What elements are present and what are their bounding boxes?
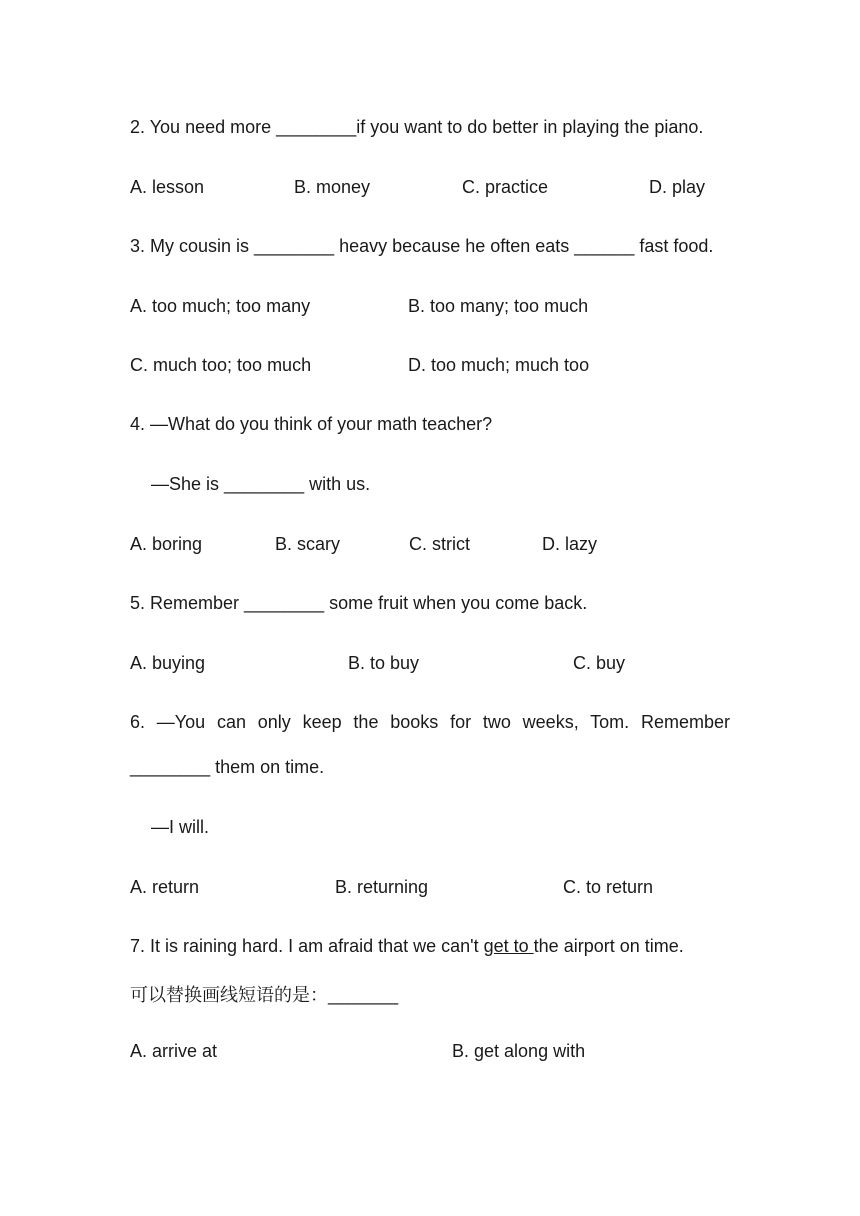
q2-option-a: A. lesson xyxy=(130,177,205,197)
q5-option-b: B. to buy xyxy=(348,653,420,673)
q4-stem: 4. —What do you think of your math teacher? xyxy=(130,414,493,434)
q3-option-d: D. too much; much too xyxy=(408,355,590,375)
q7-option-a: A. arrive at xyxy=(130,1041,218,1061)
q7-stem-before: 7. It is raining hard. I am afraid that we can't xyxy=(130,936,484,956)
q6-stem-line1: 6. —You can only keep the books for two weeks, Tom. Remember xyxy=(130,712,730,732)
q5-option-c: C. buy xyxy=(573,653,626,673)
q6-stem-line2: ________ them on time. xyxy=(130,757,325,777)
q3-option-c: C. much too; too much xyxy=(130,355,312,375)
q7-stem-after: the airport on time. xyxy=(533,936,684,956)
q4-reply: —She is ________ with us. xyxy=(151,474,371,494)
q5-stem: 5. Remember ________ some fruit when you come back. xyxy=(130,593,588,613)
q4-option-b: B. scary xyxy=(275,534,341,554)
q2-option-b: B. money xyxy=(294,177,371,197)
q7-option-b: B. get along with xyxy=(452,1041,586,1061)
q2-stem: 2. You need more ________if you want to do better in playing the piano. xyxy=(130,117,704,137)
q5-option-a: A. buying xyxy=(130,653,206,673)
q4-option-a: A. boring xyxy=(130,534,203,554)
q6-option-b: B. returning xyxy=(335,877,429,897)
q6-option-a: A. return xyxy=(130,877,200,897)
q3-option-b: B. too many; too much xyxy=(408,296,589,316)
q3-option-a: A. too much; too many xyxy=(130,296,311,316)
q2-option-c: C. practice xyxy=(462,177,549,197)
q4-option-d: D. lazy xyxy=(542,534,598,554)
q7-stem xyxy=(130,934,684,958)
q7-underlined-phrase: get to xyxy=(483,936,534,956)
q6-reply: —I will. xyxy=(151,817,209,837)
q2-option-d: D. play xyxy=(649,177,706,197)
q3-stem: 3. My cousin is ________ heavy because he often eats ______ fast food. xyxy=(130,236,714,256)
q4-option-c: C. strict xyxy=(409,534,470,554)
q7-prompt: 可以替换画线短语的是：_______ xyxy=(130,985,399,1005)
q6-option-c: C. to return xyxy=(563,877,654,897)
